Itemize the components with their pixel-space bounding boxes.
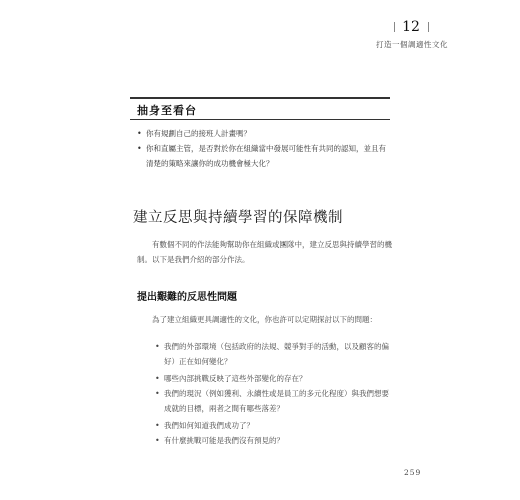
question-text: 有什麼挑戰可能是我們沒有預見的？ [164,436,284,445]
box-bullet-item [137,141,392,171]
question-text: 哪些內部挑戰反映了這些外部變化的存在？ [164,374,307,383]
bullet-icon: • [137,144,142,153]
header-divider-left [394,22,395,32]
bullet-icon: • [137,129,142,138]
bullet-icon: • [155,342,160,351]
chapter-number: 12 [402,19,420,35]
box-title: 抽身至看台 [137,104,197,117]
bullet-icon: • [155,389,160,398]
question-item [155,371,395,386]
bullet-text: 你和直屬主管，是否對於你在組織當中發展可能性有共同的認知，並且有清楚的策略來讓你的成功機會極大化？ [146,144,386,168]
bullet-icon: • [155,436,160,445]
question-item [155,433,395,448]
section-title: 建立反思與持續學習的保障機制 [133,210,343,226]
question-text: 我們的外部環境（包括政府的法規、競爭對手的活動，以及顧客的偏好）正在如何變化？ [164,342,389,366]
question-item [155,386,395,416]
box-top-rule [130,97,390,99]
header-divider-right [428,22,429,32]
running-head: 打造一個調適性文化 [376,40,448,49]
question-text: 我們的現況（例如獲利、永續性或是員工的多元化程度）與我們想要成就的目標，兩者之間有哪些落差？ [164,389,389,413]
bullet-icon: • [155,374,160,383]
question-item [155,418,395,433]
question-item [155,339,395,369]
bullet-icon: • [155,421,160,430]
box-bullet-item [137,126,392,141]
question-text: 我們如何知道我們成功了？ [164,421,254,430]
section-intro: 有數個不同的作法能夠幫助你在組織或團隊中，建立反思與持續學習的機制。以下是我們介紹的部分作法。 [137,240,392,264]
bullet-text: 你有規劃自己的接班人計畫嗎？ [146,129,251,138]
subsection-intro: 為了建立組織更具調適性的文化，你也許可以定期探討以下的問題： [152,315,377,324]
page-number: 259 [404,468,422,477]
box-title-rule [130,119,390,120]
subsection-title: 提出艱難的反思性問題 [137,292,237,303]
